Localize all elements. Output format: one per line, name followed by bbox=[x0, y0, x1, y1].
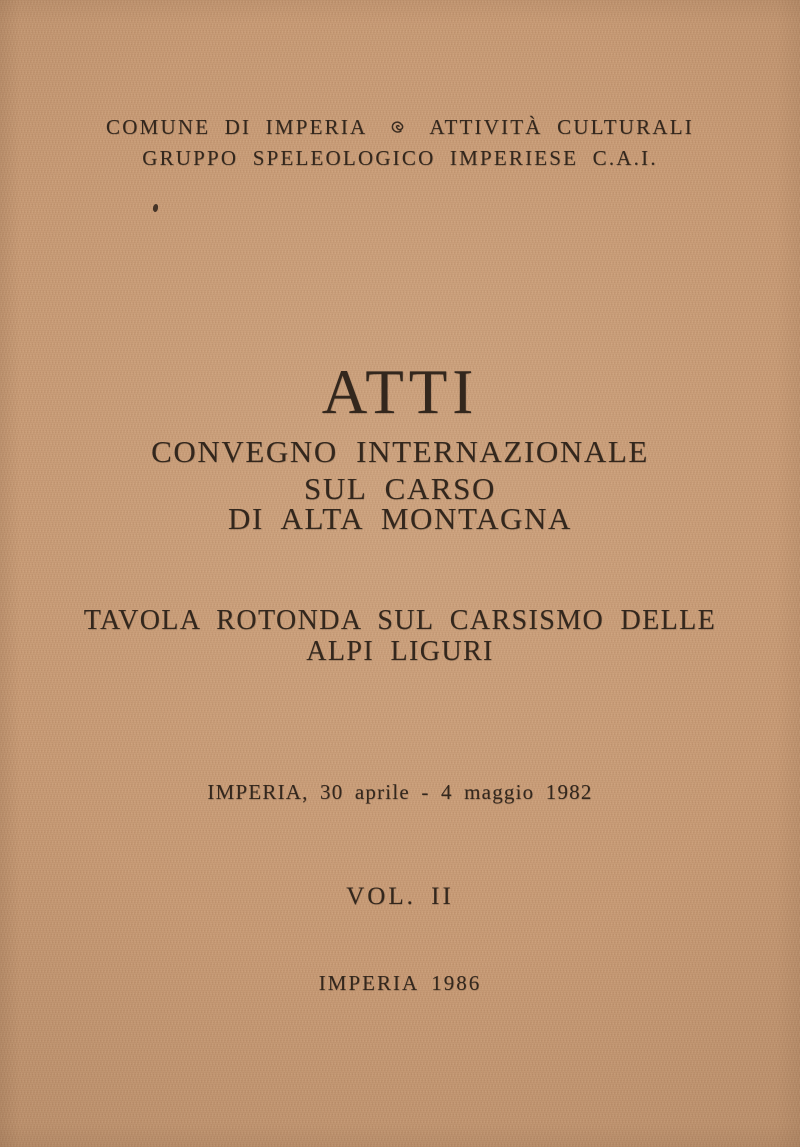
main-title: ATTI bbox=[321, 357, 479, 427]
spiral-ornament-icon bbox=[381, 112, 415, 142]
volume-label: VOL. II bbox=[346, 883, 454, 910]
subtitle-line-1: CONVEGNO INTERNAZIONALE bbox=[151, 434, 649, 469]
publisher-right-text: ATTIVITÀ CULTURALI bbox=[429, 115, 694, 139]
publisher-line bbox=[0, 115, 800, 140]
event-date-line: IMPERIA, 30 aprile - 4 maggio 1982 bbox=[207, 780, 593, 804]
group-line: GRUPPO SPELEOLOGICO IMPERIESE C.A.I. bbox=[142, 146, 658, 170]
subtitle-line-3: DI ALTA MONTAGNA bbox=[227, 501, 573, 536]
subtitle-line-2: SUL CARSO bbox=[304, 471, 496, 506]
session-line-1: TAVOLA ROTONDA SUL CARSISMO DELLE bbox=[83, 605, 717, 636]
publisher-left-text: COMUNE DI IMPERIA bbox=[106, 115, 368, 139]
session-line-2: ALPI LIGURI bbox=[306, 636, 494, 667]
ink-speck bbox=[152, 204, 158, 213]
imprint-line: IMPERIA 1986 bbox=[318, 971, 482, 995]
